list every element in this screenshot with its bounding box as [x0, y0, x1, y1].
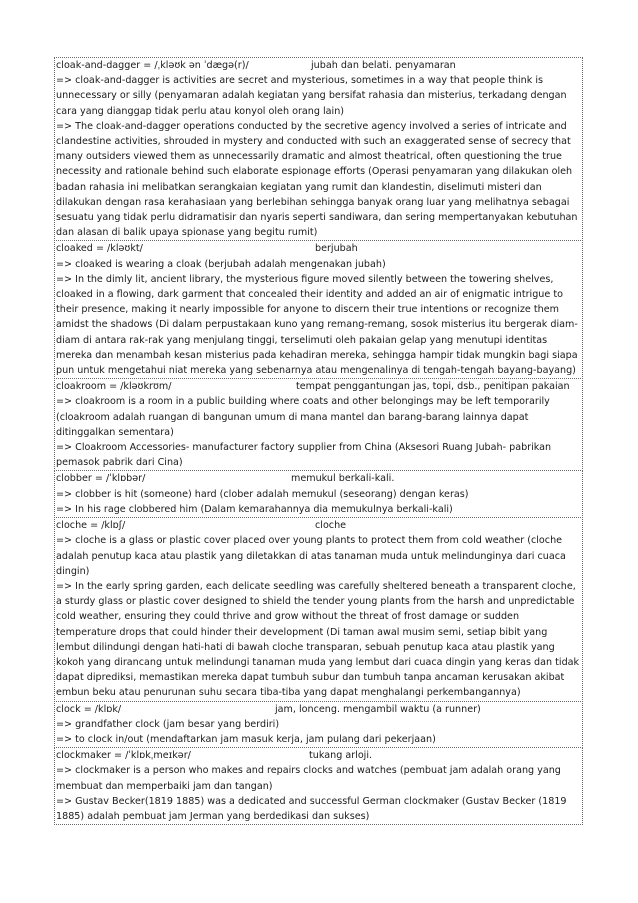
- definition-line: => cloche is a glass or plastic cover placed over young plants to protect them from cold weather (cloche adalah penutup kaca atau plastik yang diletakkan di atas tanaman muda untuk melindunginya dari cuaca dingin): [56, 535, 566, 577]
- meaning: memukul berkali-kali.: [291, 473, 395, 485]
- entry-header: [56, 748, 581, 763]
- entry-cloakroom: [54, 378, 583, 471]
- definition-line: => clobber is hit (someone) hard (clober adalah memukul (seseorang) dengan keras): [56, 488, 469, 500]
- meaning: tempat penggantungan jas, topi, dsb., penitipan pakaian: [296, 381, 570, 393]
- meaning: jam, lonceng. mengambil waktu (a runner): [275, 703, 481, 715]
- definition-line: => cloak-and-dagger is activities are secret and mysterious, sometimes in a way that people think is unnecessary or silly (penyamaran adalah kegiatan yang bersifat rahasia dan misterius, terkadang dengan cara yang dianggap tidak perlu atau konyol oleh orang lain): [56, 75, 567, 117]
- definition-line: => cloaked is wearing a cloak (berjubah adalah mengenakan jubah): [56, 258, 386, 270]
- example-line: => The cloak-and-dagger operations conducted by the secretive agency involved a series of intricate and clandestine activities, shrouded in mystery and conducted with such an exaggerated sense of secrecy that many outsiders viewed them as unnecessarily dramatic and almost theatrical, often questioning the true necessity and rationale behind such elaborate espionage efforts (Operasi penyamaran yang dilakukan oleh badan rahasia ini melibatkan serangkaian kegiatan yang rumit dan klandestin, diselimuti misteri dan dilakukan dengan rasa kerahasiaan yang berlebihan sehingga banyak orang luar yang melihatnya sebagai sesuatu yang tidak perlu didramatisir dan nyaris seperti sandiwara, dan sering mempertanyakan kebutuhan dan alasan di balik upaya spionase yang begitu rumit): [56, 120, 578, 239]
- example-line: => In the dimly lit, ancient library, the mysterious figure moved silently between the towering shelves, cloaked in a flowing, dark garment that concealed their identity and added an air of enigmatic intrigue to their presence, making it nearly impossible for anyone to discern their true intentions or recognize them amidst the shadows (Di dalam perpustakaan kuno yang remang-remang, sosok misterius itu bergerak diam-diam di antara rak-rak yang menjulang tinggi, terselimuti oleh pakaian gelap yang menutupi identitas mereka dan menambah kesan misterius pada kehadiran mereka, sehingga hampir tidak mungkin bagi siapa pun untuk mengetahui niat mereka yang sebenarnya atau mengenalinya di tengah-tengah bayang-bayang): [56, 273, 578, 377]
- entry-header: [56, 518, 581, 533]
- example-line: => In his rage clobbered him (Dalam kemarahannya dia memukulnya berkali-kali): [56, 503, 453, 515]
- example-line: => Gustav Becker(1819 1885) was a dedicated and successful German clockmaker (Gustav Becker (1819 1885) adalah pembuat jam Jerman yang berdedikasi dan sukses): [56, 795, 567, 822]
- entry-header: [56, 379, 581, 394]
- meaning: jubah dan belati. penyamaran: [311, 60, 456, 71]
- headword: cloak-and-dagger = /ˌkləʊk ən ˈdægə(r)/: [56, 60, 249, 71]
- headword: clockmaker = /ˈklɒkˌmeɪkər/: [56, 750, 191, 762]
- example-line: => to clock in/out (mendaftarkan jam masuk kerja, jam pulang dari pekerjaan): [56, 733, 436, 745]
- headword: clobber = /ˈklɒbər/: [56, 473, 146, 485]
- entry-clobber: [54, 470, 583, 518]
- headword: clock = /klɒk/: [56, 703, 122, 715]
- meaning: tukang arloji.: [309, 750, 373, 762]
- headword: cloakroom = /kləʊkrʊm/: [56, 381, 172, 393]
- entry-header: [56, 702, 581, 717]
- definition-line: => clockmaker is a person who makes and repairs clocks and watches (pembuat jam adalah orang yang membuat dan memperbaiki jam dan tangan): [56, 765, 561, 792]
- meaning: cloche: [315, 520, 347, 532]
- entry-header: [56, 58, 581, 73]
- definition-line: => grandfather clock (jam besar yang berdiri): [56, 718, 280, 730]
- entry-header: [56, 471, 581, 486]
- meaning: berjubah: [315, 243, 358, 255]
- entry-clock: [54, 701, 583, 749]
- entry-cloak-and-dagger: [54, 57, 583, 241]
- example-line: => In the early spring garden, each delicate seedling was carefully sheltered beneath a transparent cloche, a sturdy glass or plastic cover designed to shield the tender young plants from the harsh and unpredictable cold weather, ensuring they could thrive and grow without the threat of frost damage or sudden temperature drops that could hinder their development (Di taman awal musim semi, setiap bibit yang lembut dilindungi dengan hati-hati di bawah cloche transparan, sebuah penutup kaca atau plastik yang kokoh yang dirancang untuk melindungi tanaman muda yang lembut dari cuaca dingin yang keras dan tidak dapat diprediksi, memastikan mereka dapat tumbuh subur dan tumbuh tanpa ancaman kerusakan akibat embun beku atau penurunan suhu secara tiba-tiba yang dapat menghalangi perkembangannya): [56, 580, 580, 699]
- headword: cloaked = /kləʊkt/: [56, 243, 143, 255]
- example-line: => Cloakroom Accessories- manufacturer factory supplier from China (Aksesori Ruang Jubah- pabrikan pemasok pabrik dari Cina): [56, 442, 552, 469]
- entry-clockmaker: [54, 747, 583, 825]
- dictionary-page: [54, 57, 583, 825]
- definition-line: => cloakroom is a room in a public building where coats and other belongings may be left temporarily (cloakroom adalah ruangan di bangunan umum di mana mantel dan barang-barang lainnya dapat ditinggalkan sementara): [56, 396, 550, 438]
- entry-cloche: [54, 517, 583, 701]
- entry-cloaked: [54, 240, 583, 379]
- headword: cloche = /klɒʃ/: [56, 520, 126, 532]
- entry-header: [56, 241, 581, 256]
